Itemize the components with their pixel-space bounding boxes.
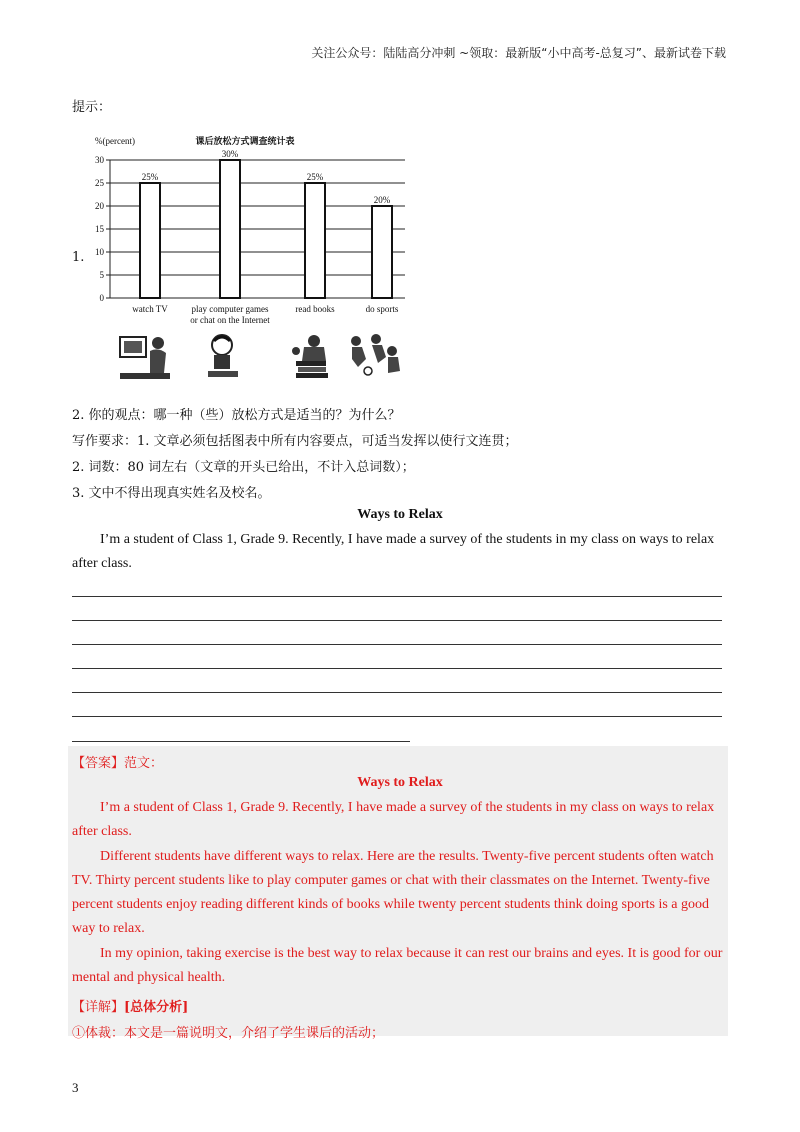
item-1-label: 1.	[72, 250, 85, 265]
essay-title: Ways to Relax	[357, 507, 443, 522]
read-books-illustration	[292, 335, 328, 378]
do-sports-illustration	[351, 334, 400, 375]
watch-tv-illustration	[120, 337, 170, 379]
y-tick-label: 15	[95, 224, 104, 234]
relax-survey-chart	[80, 128, 425, 390]
y-tick-label: 10	[95, 247, 104, 257]
detail-head: [总体分析]	[124, 1000, 189, 1015]
x-tick-label: watch TV	[132, 304, 168, 314]
writing-line	[72, 596, 722, 597]
data-label: 30%	[221, 149, 239, 159]
detail-heading	[72, 996, 188, 1015]
computer-illustration	[208, 335, 238, 377]
requirement-2: 2. 词数：80 词左右（文章的开头已给出，不计入总词数）；	[72, 460, 415, 475]
answer-paragraph-1: I’m a student of Class 1, Grade 9. Recently, I have made a survey of the students in my class on ways to relax after class.	[72, 800, 715, 839]
item-2-text: 2. 你的观点：哪一种（些）放松方式是适当的？为什么？	[72, 408, 401, 423]
writing-line	[72, 716, 722, 717]
x-tick-label: do sports	[365, 304, 399, 314]
writing-line	[72, 692, 722, 693]
requirement-1: 写作要求：1. 文章必须包括图表中所有内容要点，可适当发挥以使行文连贯；	[72, 434, 518, 449]
data-label: 25%	[306, 172, 324, 182]
bar	[305, 183, 325, 298]
y-tick-label: 25	[95, 178, 104, 188]
answer-paragraph-3: In my opinion, taking exercise is the best way to relax because it can rest our brains and eyes. It is good for our mental and physical health.	[72, 946, 723, 985]
page-header: 关注公众号：陆陆高分冲刺 ~领取：最新版“小中高考-总复习”、最新试卷下载	[311, 46, 726, 60]
page-number: 3	[72, 1080, 79, 1095]
x-tick-label: read books	[295, 304, 335, 314]
writing-line	[72, 644, 722, 645]
bar	[220, 160, 240, 298]
y-tick-label: 30	[95, 155, 104, 165]
detail-item-1: ①体裁：本文是一篇说明文，介绍了学生课后的活动；	[72, 1026, 385, 1041]
answer-label: 【答案】范文：	[72, 756, 164, 771]
chart-plot-area	[95, 135, 405, 325]
y-tick-label: 20	[95, 201, 104, 211]
hint-label: 提示：	[72, 100, 112, 115]
x-tick-label: or chat on the Internet	[190, 315, 270, 325]
data-label: 25%	[141, 172, 159, 182]
writing-line	[72, 741, 410, 742]
bar	[372, 206, 392, 298]
answer-paragraph-2: Different students have different ways to relax. Here are the results. Twenty-five percent students often watch TV. Thirty percent students like to play computer games or chat with their classmates on the Internet. Twenty-five percent students enjoy reading different kinds of books while twenty percent students think doing sports is a good way to relax.	[72, 849, 714, 936]
y-tick-label: 0	[99, 293, 104, 303]
data-label: 20%	[373, 195, 391, 205]
requirement-3: 3. 文中不得出现真实姓名及校名。	[72, 486, 271, 501]
writing-line	[72, 620, 722, 621]
answer-title: Ways to Relax	[357, 775, 443, 790]
y-axis-label: %(percent)	[95, 136, 135, 146]
y-tick-label: 5	[99, 270, 104, 280]
x-tick-label: play computer games	[191, 304, 269, 314]
writing-line	[72, 668, 722, 669]
essay-opening: I’m a student of Class 1, Grade 9. Recently, I have made a survey of the students in my class on ways to relax after class.	[72, 532, 715, 571]
bar	[140, 183, 160, 298]
detail-label: 【详解】	[72, 1000, 125, 1015]
chart-title: 课后放松方式调查统计表	[195, 136, 295, 146]
